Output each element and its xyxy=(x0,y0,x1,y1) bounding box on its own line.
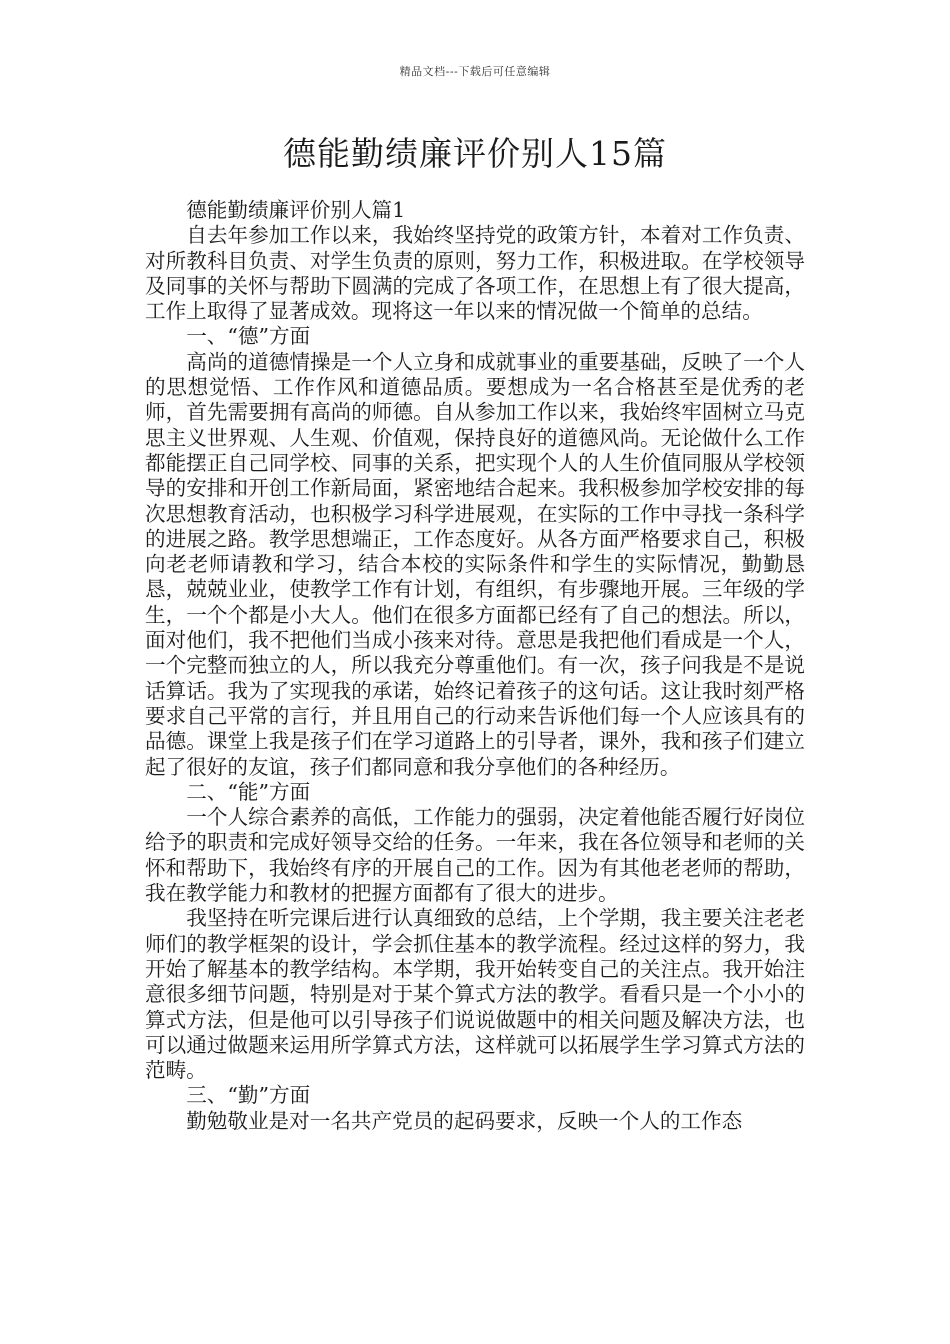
subtitle-paragraph: 德能勤绩廉评价别人篇1 xyxy=(186,198,406,222)
section-heading-neng: 二、“能”方面 xyxy=(186,779,311,804)
paragraph-neng-2: 我坚持在听完课后进行认真细致的总结，上个学期，我主要关注老老师们的教学框架的设计，学会抓住基本的教学流程。经过这样的努力，我开始了解基本的教学结构。本学期，我开始转变自己的关注点。我开始注意很多细节问题，特别是对于某个算式方法的教学。看看只是一个小小的算式方法，但是他可以引导孩子们说说做题中的相关问题及解决方法，也可以通过做题来运用所学算式方法，这样就可以拓展学生学习算式方法的范畴。 xyxy=(145,906,805,1083)
intro-paragraph: 自去年参加工作以来，我始终坚持党的政策方针，本着对工作负责、对所教科目负责、对学生负责的原则，努力工作，积极进取。在学校领导及同事的关怀与帮助下圆满的完成了各项工作，在思想上有了很大提高，工作上取得了显著成效。现将这一年以来的情况做一个简单的总结。 xyxy=(145,223,805,324)
section-heading-de: 一、“德”方面 xyxy=(186,324,311,349)
paragraph-neng-1: 一个人综合素养的高低，工作能力的强弱，决定着他能否履行好岗位给予的职责和完成好领导交给的任务。一年来，我在各位领导和老师的关怀和帮助下，我始终有序的开展自己的工作。因为有其他老老师的帮助，我在教学能力和教材的把握方面都有了很大的进步。 xyxy=(145,805,805,906)
paragraph-qin: 勤勉敬业是对一名共产党员的起码要求，反映一个人的工作态 xyxy=(186,1108,743,1133)
paragraph-de: 高尚的道德情操是一个人立身和成就事业的重要基础，反映了一个人的思想觉悟、工作作风和道德品质。要想成为一名合格甚至是优秀的老师，首先需要拥有高尚的师德。自从参加工作以来，我始终牢固树立马克思主义世界观、人生观、价值观，保持良好的道德风尚。无论做什么工作都能摆正自己同学校、同事的关系，把实现个人的人生价值同服从学校领导的安排和开创工作新局面，紧密地结合起来。我积极参加学校安排的每次思想教育活动，也积极学习科学进展观，在实际的工作中寻找一条科学的进展之路。教学思想端正，工作态度好。从各方面严格要求自己，积极向老老师请教和学习，结合本校的实际条件和学生的实际情况，勤勤恳恳，兢兢业业，使教学工作有计划，有组织，有步骤地开展。三年级的学生，一个个都是小大人。他们在很多方面都已经有了自己的想法。所以，面对他们，我不把他们当成小孩来对待。意思是我把他们看成是一个人，一个完整而独立的人，所以我充分尊重他们。有一次，孩子问我是不是说话算话。我为了实现我的承诺，始终记着孩子的这句话。这让我时刻严格要求自己平常的言行，并且用自己的行动来告诉他们每一个人应该具有的品德。课堂上我是孩子们在学习道路上的引导者，课外，我和孩子们建立起了很好的友谊，孩子们都同意和我分享他们的各种经历。 xyxy=(145,349,805,779)
page-header: 精品文档---下载后可任意编辑 xyxy=(399,65,551,78)
document-body xyxy=(145,198,805,1134)
document-title: 德能勤绩廉评价别人15篇 xyxy=(283,134,667,173)
section-heading-qin: 三、“勤”方面 xyxy=(186,1083,311,1108)
